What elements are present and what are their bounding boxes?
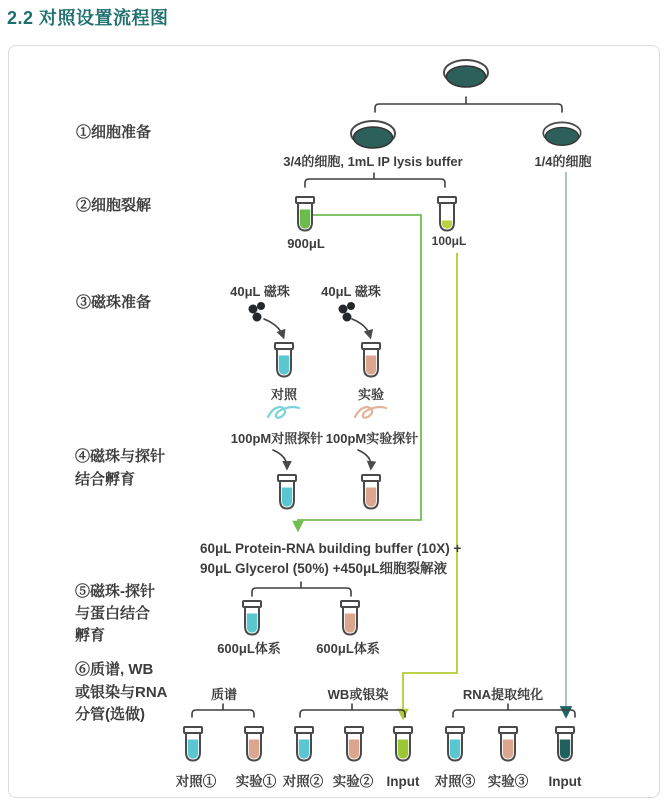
- buffer-recipe-line1: 60μL Protein-RNA building buffer (10X) +: [200, 541, 462, 556]
- tube-beads-experiment: [362, 343, 380, 377]
- output-tube-label: 实验②: [332, 774, 374, 789]
- output-tube-experiment3: [499, 727, 517, 761]
- tube-900ul: [296, 197, 314, 231]
- step2-label: ②细胞裂解: [76, 197, 152, 214]
- output-tube-label: 对照②: [282, 774, 324, 789]
- step1-label: ①细胞准备: [76, 124, 152, 141]
- output-tube-input-wb: [394, 727, 412, 761]
- split-bracket-lysis: [305, 173, 445, 187]
- tube-incubation-experiment: [362, 475, 380, 509]
- output-tube-experiment2: [345, 727, 363, 761]
- flow-line-green-lysate: [298, 215, 421, 528]
- output-tube-label: 对照①: [175, 774, 217, 789]
- control-label: 对照: [270, 387, 298, 402]
- output-tube-label: 实验③: [487, 774, 529, 789]
- step6-label-line2: 或银染与RNA: [75, 684, 168, 701]
- tube-incubation-control: [278, 475, 296, 509]
- experiment-label: 实验: [357, 387, 385, 402]
- system-right-label: 600μL体系: [316, 641, 380, 656]
- tube-system-control: [243, 601, 261, 635]
- cells-14-label: 1/4的细胞: [534, 154, 592, 169]
- vol-900-label: 900μL: [287, 236, 325, 251]
- output-tube-label: Input: [386, 774, 420, 789]
- step5-label-line1: ⑤磁珠-探针: [75, 583, 155, 600]
- probe-arrow-right: [358, 450, 371, 467]
- step4-label-line2: 结合孵育: [75, 471, 136, 488]
- probe-experiment-label: 100pM实验探针: [325, 431, 419, 446]
- output-tube-input-rna: [556, 727, 574, 761]
- vol-100-label: 100μL: [431, 234, 467, 248]
- output-tube-control1: [184, 727, 202, 761]
- output-tube-control2: [295, 727, 313, 761]
- bead-arrow-left: [264, 319, 283, 336]
- petri-dish-34: [351, 121, 395, 148]
- buffer-recipe-line2: 90μL Glycerol (50%) +450μL细胞裂解液: [200, 561, 447, 576]
- probe-control-label: 100pM对照探针: [230, 431, 324, 446]
- group-bracket-rna: [453, 704, 575, 717]
- page-title: 2.2 对照设置流程图: [7, 8, 169, 28]
- probe-squiggle-icon-control: [268, 407, 299, 418]
- beads-40-right-label: 40μL 磁珠: [321, 284, 381, 299]
- ms-group-label: 质谱: [210, 687, 238, 702]
- system-left-label: 600μL体系: [217, 641, 281, 656]
- wb-group-label: WB或银染: [327, 687, 389, 702]
- output-tube-label: Input: [548, 774, 582, 789]
- petri-dish-14: [543, 122, 580, 145]
- step6-label-line3: 分管(选做): [75, 706, 145, 723]
- bead-cluster-icon-left: [249, 302, 266, 322]
- flow-line-lime-input: [403, 253, 457, 716]
- petri-dish-top: [444, 60, 488, 87]
- split-bracket-top: [375, 97, 562, 112]
- output-tube-experiment1: [245, 727, 263, 761]
- tube-beads-control: [275, 343, 293, 377]
- rna-group-label: RNA提取纯化: [462, 687, 544, 702]
- step4-label-line1: ④磁珠与探针: [75, 448, 166, 465]
- step5-label-line3: 孵育: [75, 627, 106, 644]
- probe-arrow-left: [273, 450, 287, 467]
- beads-40-left-label: 40μL 磁珠: [230, 284, 290, 299]
- split-bracket-system: [252, 582, 351, 596]
- probe-squiggle-icon-experiment: [355, 407, 386, 418]
- tube-100ul: [438, 197, 456, 231]
- output-tube-control3: [446, 727, 464, 761]
- cells-34-label: 3/4的细胞, 1mL IP lysis buffer: [283, 154, 463, 169]
- tube-system-experiment: [341, 601, 359, 635]
- output-tube-label: 对照③: [434, 774, 476, 789]
- output-tube-label: 实验①: [235, 774, 277, 789]
- step6-label-line1: ⑥质谱, WB: [75, 661, 154, 678]
- step3-label: ③磁珠准备: [76, 294, 152, 311]
- bead-arrow-right: [352, 319, 370, 336]
- group-bracket-ms: [192, 704, 254, 717]
- group-bracket-wb: [300, 704, 405, 717]
- step5-label-line2: 与蛋白结合: [75, 605, 151, 622]
